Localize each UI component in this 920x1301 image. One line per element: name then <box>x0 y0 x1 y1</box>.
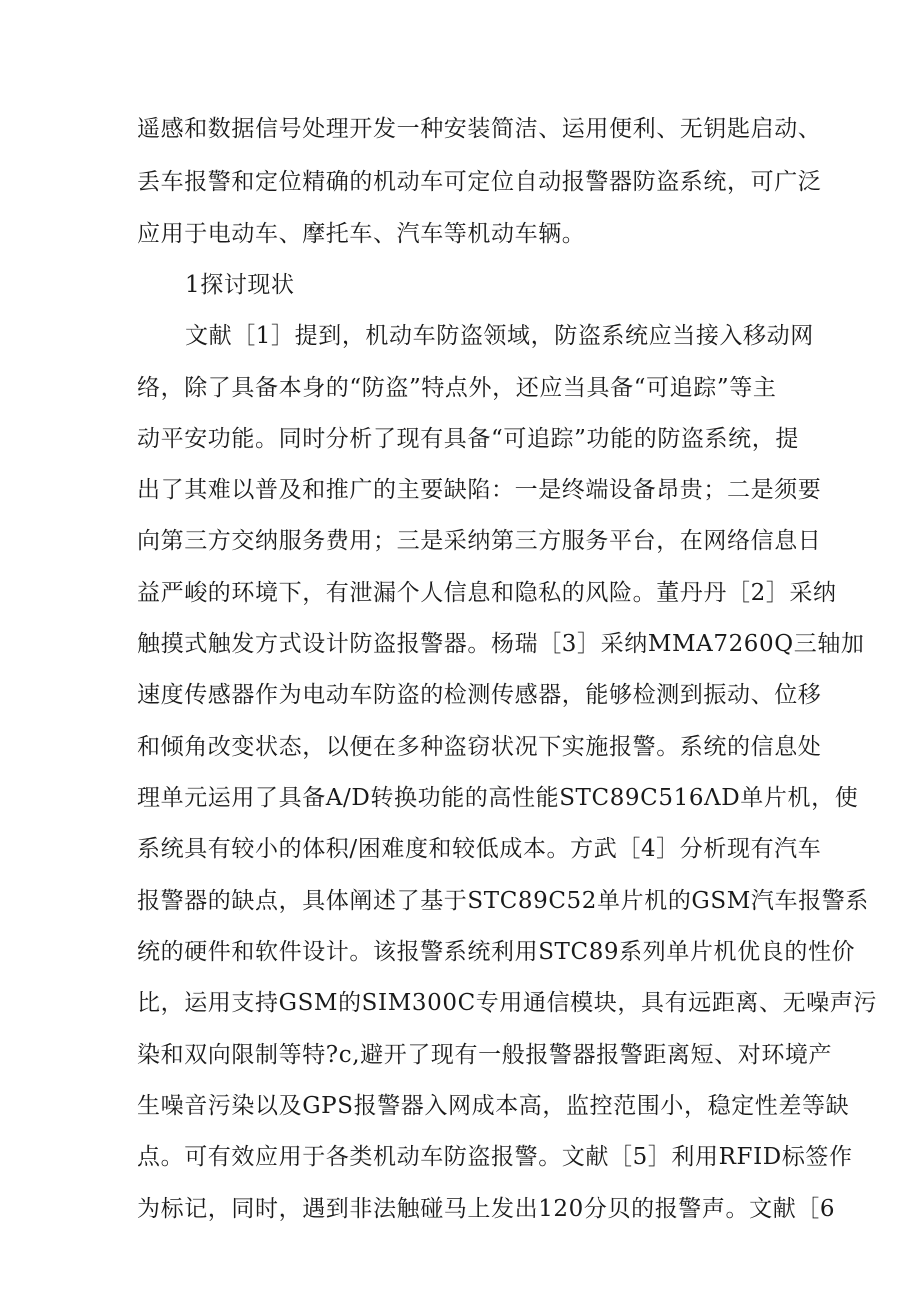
text-line: 报警器的缺点，具体阐述了基于STC89C52单片机的GSM汽车报警系 <box>137 888 869 914</box>
text-line: 丢车报警和定位精确的机动车可定位自动报警器防盗系统，可广泛 <box>137 169 822 195</box>
text-line: 遥感和数据信号处理开发一种安装简洁、运用便利、无钥匙启动、 <box>137 116 822 142</box>
text-line: 应用于电动车、摩托车、汽车等机动车辆。 <box>137 221 586 247</box>
text-line: 理单元运用了具备A/D转换功能的高性能STC89C516ΛD单片机，使 <box>137 785 859 811</box>
text-line: 络，除了具备本身的“防盗”特点外，还应当具备“可追踪”等主 <box>137 375 777 401</box>
text-line: 比，运用支持GSM的SIM300C专用通信模块，具有远距离、无噪声污 <box>137 990 877 1016</box>
text-line: 益严峻的环境下，有泄漏个人信息和隐私的风险。董丹丹［2］采纳 <box>137 580 837 606</box>
text-line: 和倾角改变状态，以便在多种盗窃状况下实施报警。系统的信息处 <box>137 734 822 760</box>
text-line: 触摸式触发方式设计防盗报警器。杨瑞［3］采纳MMA7260Q三轴加 <box>137 631 865 657</box>
text-line: 动平安功能。同时分析了现有具备“可追踪”功能的防盗系统，提 <box>137 426 799 452</box>
text-line: 统的硬件和软件设计。该报警系统利用STC89系列单片机优良的性价 <box>137 939 856 965</box>
text-line: 速度传感器作为电动车防盗的检测传感器，能够检测到振动、位移 <box>137 682 822 708</box>
text-line: 为标记，同时，遇到非法触碰马上发出120分贝的报警声。文献［6 <box>137 1196 836 1222</box>
section-heading: 1探讨现状 <box>185 272 295 298</box>
text-line: 生噪音污染以及GPS报警器入网成本高，监控范围小，稳定性差等缺 <box>137 1093 850 1119</box>
text-line: 文献［1］提到，机动车防盗领域，防盗系统应当接入移动网 <box>185 323 814 349</box>
text-line: 向第三方交纳服务费用；三是采纳第三方服务平台，在网络信息日 <box>137 528 822 554</box>
text-line: 染和双向限制等特?c,避开了现有一般报警器报警距离短、对环境产 <box>137 1042 833 1068</box>
text-line: 系统具有较小的体积/困难度和较低成本。方武［4］分析现有汽车 <box>137 836 822 862</box>
text-line: 出了其难以普及和推广的主要缺陷：一是终端设备昂贵；二是须要 <box>137 477 822 503</box>
text-line: 点。可有效应用于各类机动车防盗报警。文献［5］利用RFID标签作 <box>137 1144 853 1170</box>
